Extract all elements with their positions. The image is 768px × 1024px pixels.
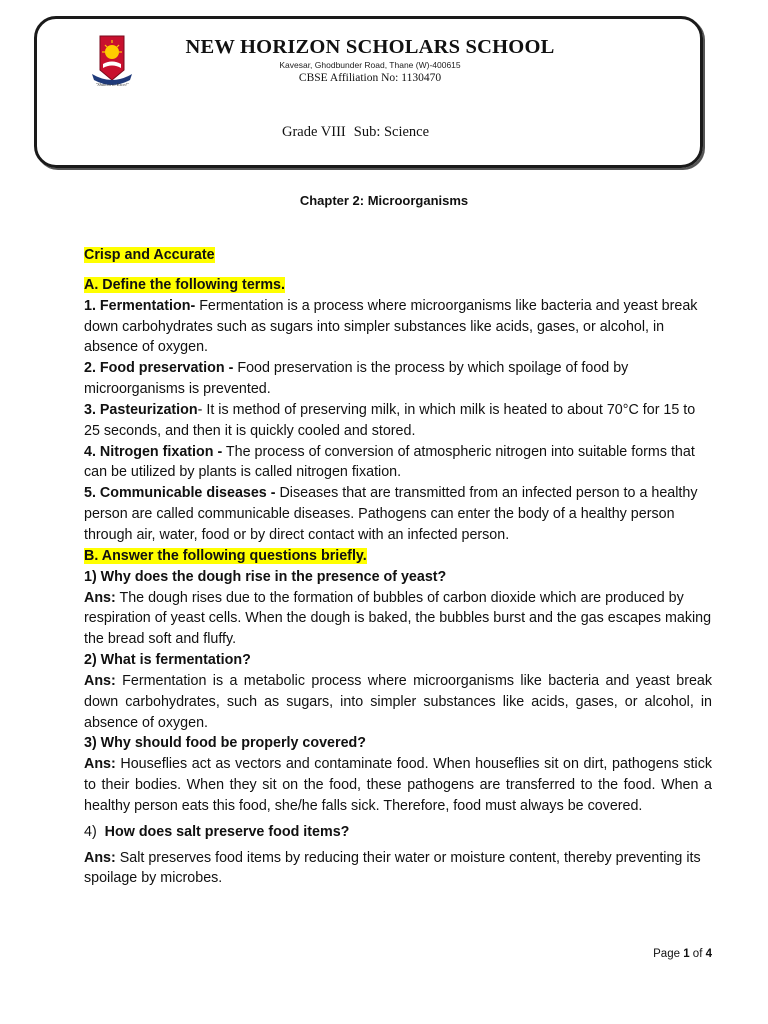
term-definition: The process of conversion of atmospheric nitrogen into suitable forms that can be utilized by plants is called nitrogen fixation.	[84, 443, 695, 481]
definition-item	[84, 358, 712, 400]
term-label: 5. Communicable diseases -	[84, 485, 276, 502]
school-address: Kavesar, Ghodbunder Road, Thane (W)-400615	[279, 60, 461, 70]
page-separator: of	[689, 948, 706, 960]
ans-label: Ans:	[84, 672, 116, 689]
page-current: 1	[683, 948, 690, 960]
term-label: 1. Fermentation-	[84, 297, 196, 314]
answer-text: Fermentation is a metabolic process where microorganisms like bacteria and yeast break down carbohydrates, such as sugars, into simpler substances like acids, gases, or alcohol, in absence of oxygen.	[84, 672, 712, 731]
affiliation-number: CBSE Affiliation No: 1130470	[298, 72, 442, 84]
logo-motto: "Shalom to Excel"	[95, 82, 129, 87]
page-prefix: Page	[653, 948, 684, 960]
answer-text: Houseflies act as vectors and contaminate food. When houseflies sit on dirt, pathogens stick to their bodies. When they sit on the food, these pathogens are transferred to the food. When a healthy person eats this food, she/he falls sick. Therefore, food must always be covered.	[84, 756, 712, 814]
school-name: NEW HORIZON SCHOLARS SCHOOL	[185, 36, 555, 58]
term-definition: Fermentation is a process where microorganisms like bacteria and yeast break down carbohydrates such as sugars into simpler substances like acids, gases, or alcohol, in absence of oxygen.	[84, 297, 698, 356]
term-definition: Food preservation is the process by which spoilage of food by microorganisms is prevented.	[84, 360, 629, 398]
section-b-heading: B. Answer the following questions briefly.	[84, 547, 367, 564]
definition-item	[84, 483, 712, 546]
question: 2) What is fermentation?	[84, 652, 251, 669]
question	[84, 822, 712, 843]
question-number: 4)	[84, 823, 97, 840]
term-definition: Diseases that are transmitted from an infected person to a healthy person are called communicable diseases. Pathogens can enter the body of a healthy person through air, water, food or by direct contact with an infected person.	[84, 485, 698, 543]
page-total: 4	[705, 948, 712, 960]
answer	[84, 754, 712, 817]
term-label: 2. Food preservation -	[84, 360, 234, 377]
answer	[84, 588, 712, 651]
answer-text: Salt preserves food items by reducing their water or moisture content, thereby preventing its spoilage by microbes.	[84, 849, 701, 887]
definition-item	[84, 296, 712, 359]
section-a-heading: A. Define the following terms.	[84, 276, 285, 293]
worksheet-content	[84, 245, 712, 889]
ans-label: Ans:	[84, 756, 116, 773]
answer-text: The dough rises due to the formation of bubbles of carbon dioxide which are produced by respiration of yeast cells. When the dough is baked, the bubbles burst and the gas escapes making the bread soft and fluffy.	[84, 589, 712, 648]
question: 3) Why should food be properly covered?	[84, 735, 366, 752]
term-definition: - It is method of preserving milk, in which milk is heated to about 70°C for 15 to 25 seconds, and then it is quickly cooled and stored.	[84, 401, 696, 439]
definition-item	[84, 400, 712, 442]
term-label: 3. Pasteurization	[84, 401, 198, 418]
ans-label: Ans:	[84, 589, 116, 606]
ans-label: Ans:	[84, 849, 116, 866]
grade-label: Grade VIII	[282, 124, 346, 140]
chapter-title: Chapter 2: Microorganisms	[299, 193, 469, 208]
grade-subject-line	[282, 124, 429, 141]
answer	[84, 848, 712, 890]
question: 1) Why does the dough rise in the presence of yeast?	[84, 568, 447, 585]
term-label: 4. Nitrogen fixation -	[84, 443, 223, 460]
subject-label: Sub: Science	[353, 124, 430, 140]
section-tag: Crisp and Accurate	[84, 247, 215, 263]
answer	[84, 671, 712, 734]
question-text: How does salt preserve food items?	[104, 823, 350, 840]
definition-item	[84, 442, 712, 484]
page-number	[653, 948, 712, 960]
